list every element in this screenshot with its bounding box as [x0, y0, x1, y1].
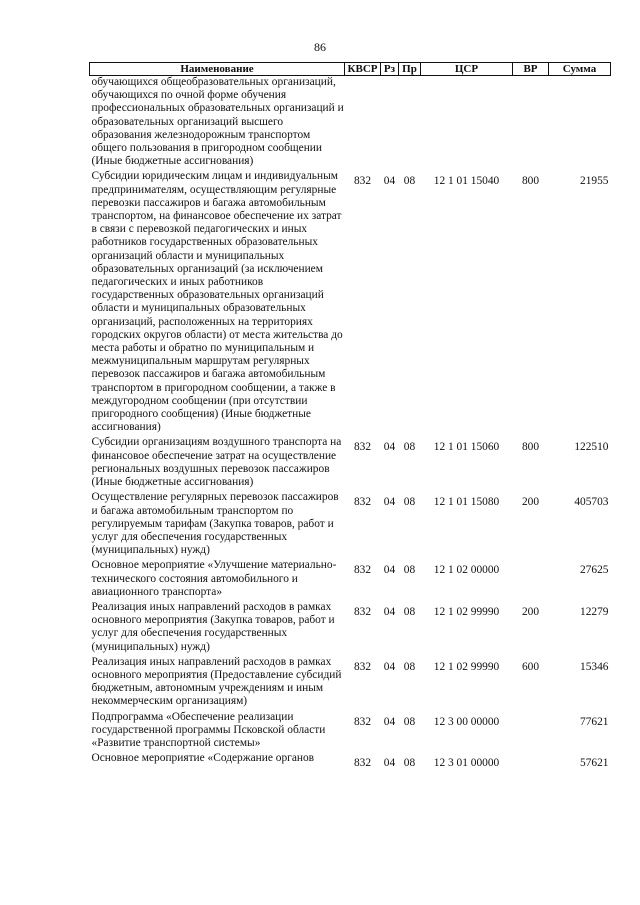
- table-row: [90, 752, 611, 772]
- header-csr: ЦСР: [421, 63, 513, 76]
- table-header-row: [90, 63, 611, 76]
- header-rz: Рз: [381, 63, 399, 76]
- row-vr: 200: [521, 605, 540, 618]
- row-kvsr: 832: [353, 660, 372, 673]
- table-row: [90, 436, 611, 491]
- row-rz: 04: [383, 660, 396, 673]
- row-sum: 122510: [574, 441, 609, 454]
- table-row: [90, 711, 611, 753]
- row-pr: 08: [403, 564, 416, 577]
- row-csr: 12 1 02 99990: [433, 605, 500, 618]
- row-name: Реализация иных направлений расходов в рамках основного мероприятия (Предоставление субсидий бюджетным, автономным учреждениям и иным некоммерческим организациям): [91, 655, 342, 708]
- table-row: [90, 601, 611, 656]
- row-pr: 08: [403, 175, 416, 188]
- row-csr: 12 1 01 15080: [433, 496, 500, 509]
- table-row: [90, 656, 611, 711]
- row-name: Субсидии организациям воздушного транспорта на финансовое обеспечение затрат на осуществление региональных воздушных перевозок пассажиров (Иные бюджетные ассигнования): [91, 436, 342, 489]
- row-rz: [381, 76, 399, 171]
- row-name: Осуществление регулярных перевозок пассажиров и багажа автомобильным транспортом по регулируемым тарифам (Закупка товаров, работ и услуг для обеспечения государственных (муниципальных) нужд): [91, 491, 339, 557]
- table-row: [90, 491, 611, 559]
- row-kvsr: 832: [353, 605, 372, 618]
- row-name: обучающихся общеобразовательных организаций, обучающихся по очной форме обучения профессиональных образовательных организаций и образовательных организаций высшего образования железнодорожным транспортом общего пользования в пригородном сообщении (Иные бюджетные ассигнования): [91, 76, 344, 168]
- row-sum: 15346: [580, 660, 609, 673]
- header-vr: ВР: [513, 63, 549, 76]
- row-sum: 77621: [580, 715, 609, 728]
- row-kvsr: 832: [353, 564, 372, 577]
- row-pr: 08: [403, 496, 416, 509]
- row-rz: 04: [383, 175, 396, 188]
- row-pr: 08: [403, 605, 416, 618]
- row-csr: 12 3 01 00000: [433, 757, 500, 770]
- row-csr: 12 1 02 00000: [433, 564, 500, 577]
- row-csr: [421, 76, 513, 171]
- row-vr: 800: [521, 175, 540, 188]
- row-rz: 04: [383, 715, 396, 728]
- row-pr: 08: [403, 660, 416, 673]
- row-csr: 12 3 00 00000: [433, 715, 500, 728]
- header-kvsr: КВСР: [345, 63, 381, 76]
- row-rz: 04: [383, 605, 396, 618]
- row-kvsr: 832: [353, 175, 372, 188]
- row-pr: 08: [403, 757, 416, 770]
- row-kvsr: 832: [353, 496, 372, 509]
- table-row: [90, 170, 611, 436]
- row-vr: [513, 559, 549, 601]
- row-rz: 04: [383, 564, 396, 577]
- row-vr: [513, 76, 549, 171]
- row-csr: 12 1 02 99990: [433, 660, 500, 673]
- row-pr: 08: [403, 441, 416, 454]
- row-kvsr: 832: [353, 757, 372, 770]
- row-vr: 200: [521, 496, 540, 509]
- row-csr: 12 1 01 15060: [433, 441, 500, 454]
- table-row: [90, 559, 611, 601]
- row-pr: [399, 76, 421, 171]
- row-rz: 04: [383, 441, 396, 454]
- row-name: Основное мероприятие «Содержание органов: [91, 752, 315, 765]
- row-sum: 12279: [580, 605, 609, 618]
- row-sum: 21955: [580, 175, 609, 188]
- header-pr: Пр: [399, 63, 421, 76]
- row-pr: 08: [403, 715, 416, 728]
- row-name: Субсидии юридическим лицам и индивидуальным предпринимателям, осуществляющим регулярные перевозки пассажиров и багажа автомобильным транспортом, на финансовое обеспечение их затрат в связи с перевозкой педагогических и иных работников государственных образовательных организаций области и муниципальных образовательных организаций (за исключением педагогических и иных работников государственных образовательных организаций области и муниципальных образовательных организаций, расположенных на территориях городских округов области) от места жительства до места работы и обратно по муниципальным и межмуниципальным маршрутам регулярных перевозок пассажиров и багажа автомобильным транспортом в пригородном сообщении, а также в междугородном сообщении (при отсутствии пригородного сообщения) (Иные бюджетные ассигнования): [91, 170, 343, 434]
- row-name: Основное мероприятие «Улучшение материально-технического состояния автомобильного и авиационного транспорта»: [91, 559, 337, 598]
- header-sum: Сумма: [549, 63, 611, 76]
- header-name: Наименование: [90, 63, 345, 76]
- row-vr: 600: [521, 660, 540, 673]
- row-sum: 57621: [580, 757, 609, 770]
- row-vr: [513, 752, 549, 772]
- table-row: [90, 76, 611, 171]
- row-kvsr: 832: [353, 441, 372, 454]
- budget-table: [89, 62, 611, 772]
- row-vr: 800: [521, 441, 540, 454]
- row-name: Реализация иных направлений расходов в рамках основного мероприятия (Закупка товаров, работ и услуг для обеспечения государственных (муниципальных) нужд): [91, 600, 335, 653]
- page-number: 86: [314, 40, 326, 54]
- row-sum: 27625: [580, 564, 609, 577]
- row-vr: [513, 711, 549, 753]
- row-sum: [549, 76, 611, 171]
- row-csr: 12 1 01 15040: [433, 175, 500, 188]
- row-rz: 04: [383, 496, 396, 509]
- row-name: Подпрограмма «Обеспечение реализации государственной программы Псковской области «Развитие транспортной системы»: [91, 710, 326, 749]
- row-rz: 04: [383, 757, 396, 770]
- row-sum: 405703: [574, 496, 609, 509]
- row-kvsr: [345, 76, 381, 171]
- row-kvsr: 832: [353, 715, 372, 728]
